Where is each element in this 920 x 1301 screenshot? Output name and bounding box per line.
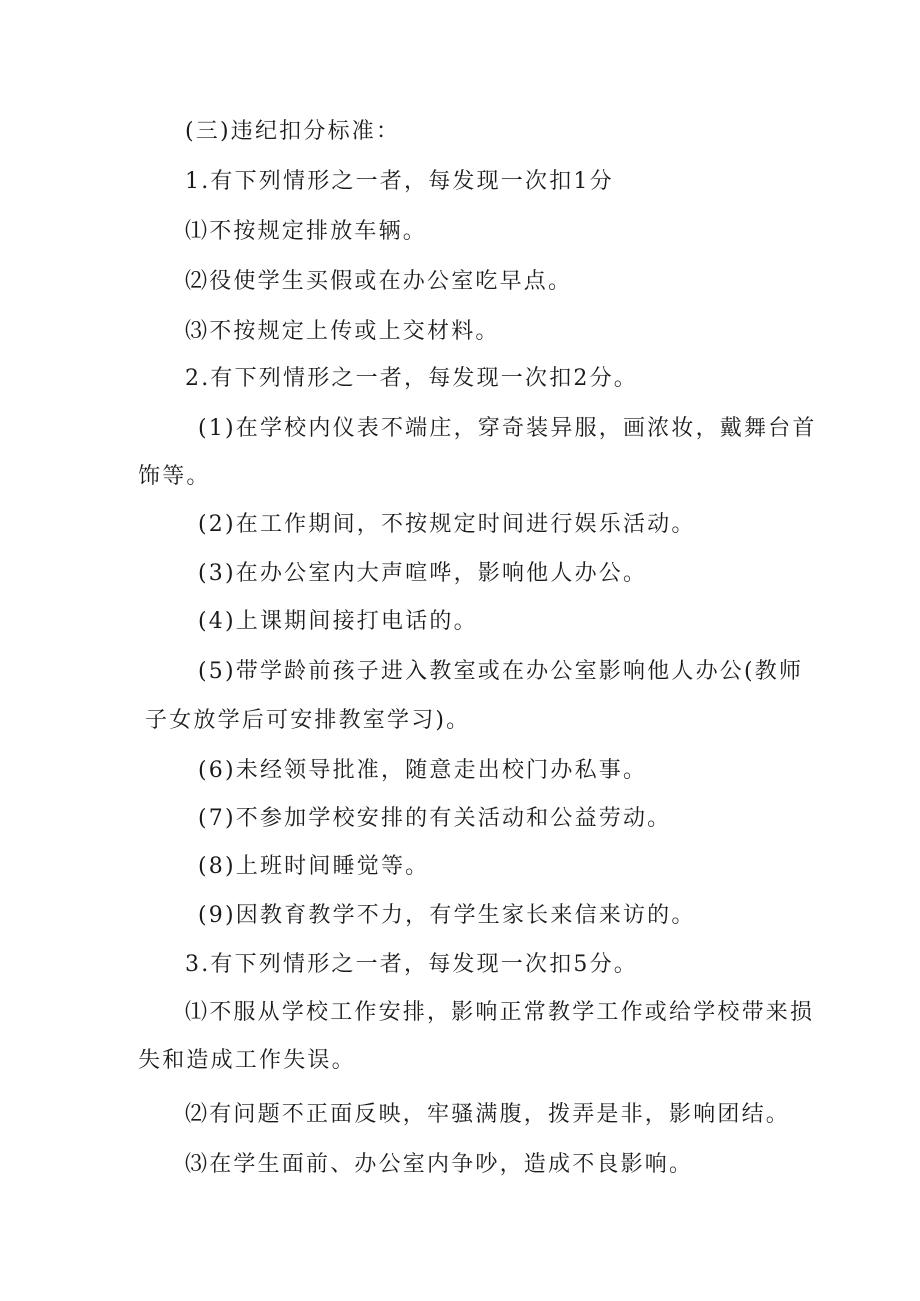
- item2-subitem-5-line2: 子女放学后可安排教室学习)。: [145, 708, 471, 733]
- item2-subitem-3: (3)在办公室内大声喧哗，影响他人办公。: [198, 561, 648, 586]
- item2-subitem-1-line1: (1)在学校内仪表不端庄，穿奇装异服，画浓妆，戴舞台首: [198, 416, 817, 441]
- item2-subitem-8: (8)上班时间睡觉等。: [198, 854, 430, 879]
- item3-subitem-1-line1: ⑴不服从学校工作安排，影响正常教学工作或给学校带来损: [185, 1000, 815, 1025]
- item3-subitem-3: ⑶在学生面前、办公室内争吵，造成不良影响。: [185, 1152, 694, 1177]
- item1-subitem-3: ⑶不按规定上传或上交材料。: [185, 319, 500, 344]
- item2-subitem-9: (9)因教育教学不力，有学生家长来信来访的。: [198, 903, 696, 928]
- item2-subitem-2: (2)在工作期间，不按规定时间进行娱乐活动。: [198, 512, 696, 537]
- item3-subitem-2: ⑵有问题不正面反映，牢骚满腹，拨弄是非，影响团结。: [185, 1102, 791, 1127]
- item2-heading: 2.有下列情形之一者，每发现一次扣2分。: [185, 366, 638, 391]
- item1-subitem-2: ⑵役使学生买假或在办公室吃早点。: [185, 269, 573, 294]
- item2-subitem-4: (4)上课期间接打电话的。: [198, 609, 478, 634]
- item2-subitem-5-line1: (5)带学龄前孩子进入教室或在办公室影响他人办公(教师: [198, 659, 804, 684]
- item3-subitem-1-line2: 失和造成工作失误。: [138, 1048, 356, 1073]
- item1-heading: 1.有下列情形之一者，每发现一次扣1分: [185, 169, 614, 194]
- item2-subitem-7: (7)不参加学校安排的有关活动和公益劳动。: [198, 806, 672, 831]
- item2-subitem-1-line2: 饰等。: [138, 464, 211, 489]
- item1-subitem-1: ⑴不按规定排放车辆。: [185, 219, 428, 244]
- section-heading: (三)违纪扣分标准：: [185, 119, 401, 144]
- item2-subitem-6: (6)未经领导批准，随意走出校门办私事。: [198, 758, 648, 783]
- item3-heading: 3.有下列情形之一者，每发现一次扣5分。: [185, 952, 638, 977]
